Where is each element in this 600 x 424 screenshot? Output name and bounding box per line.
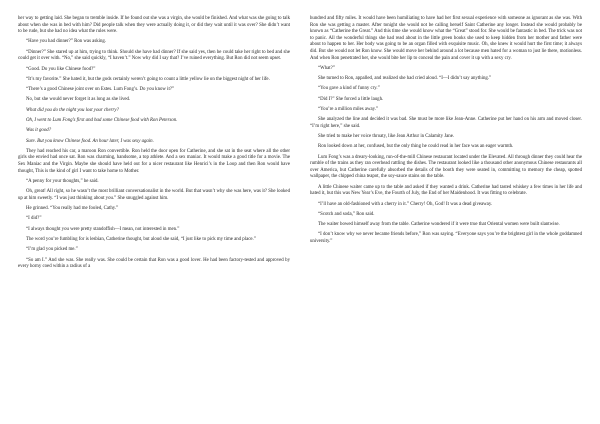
paragraph: She tried to make her voice throaty, like Jean Arthur in Calamity Jane. bbox=[318, 134, 455, 140]
paragraph: “I’ll have an old-fashioned with a cherry in it.” Cherry! Oh, God! It was a dead giveaway. bbox=[318, 201, 493, 207]
paragraph: The word you’re fumbling for is lesbian, Catherine thought, but aloud she said, “I just like to pick my time and place.” bbox=[26, 236, 256, 242]
paragraph: Was it good? bbox=[26, 128, 52, 134]
paragraph: He grinned. “You really had me fooled, Cathy.” bbox=[26, 206, 119, 212]
paragraph: Oh, great! All right, so he wasn’t the most brilliant conversationalist in the world. But that wasn’t why she was here, was it? She looked up at him sweetly. “I was just thinking about you.” She snuggled against him. bbox=[18, 189, 290, 201]
paragraph: “What?” bbox=[318, 65, 335, 71]
paragraph: “Have you had dinner?” Ron was asking. bbox=[26, 39, 107, 45]
paragraph: “Dinner?” She stared up at him, trying to think. Should she have had dinner? If she said yes, then he could take her right to bed and she could get it over with. “No,” she said quickly, “I haven’t.” Now why did I say that? I’ve ruined everything. But Ron did not seem upset. bbox=[18, 49, 290, 62]
paragraph: “So am I.” And she was. She really was. She could be certain that Ron was a good lover. He had been factory-tested and approved by every horny coed within a radius of a bbox=[18, 257, 290, 270]
paragraph: “I did?” bbox=[26, 216, 42, 222]
left-column bbox=[18, 16, 290, 274]
paragraph: “A penny for your thoughts,” he said. bbox=[26, 178, 99, 184]
paragraph: “Scotch and soda,” Ron said. bbox=[318, 211, 375, 217]
paragraph: What did you do the night you lost your cherry? bbox=[26, 107, 119, 113]
paragraph: “Did I?” She forced a little laugh. bbox=[318, 96, 384, 102]
paragraph: Oh, I went to Lum Fong’s first and had some Chinese food with Ron Peterson. bbox=[26, 118, 178, 124]
paragraph: “I always thought you were pretty standoffish—I mean, not interested in men.” bbox=[26, 226, 180, 232]
paragraph: “I don’t know why we never became friends before,” Ron was saying. “Everyone says you’re the brightest girl in the whole goddamned university.” bbox=[310, 232, 582, 245]
paragraph: No, but she would never forget it as long as she lived. bbox=[26, 97, 131, 103]
paragraph: “You gave a kind of funny cry.” bbox=[318, 86, 380, 92]
paragraph: her way to getting laid. She began to tremble inside. If he found out she was a virgin, she would be finished. And what was she going to talk about when she was in bed with him? Did people talk when they were actually doing it, or did they wait until it was over? She didn’t want to be rude, but she had no idea what the rules were. bbox=[18, 16, 290, 35]
paragraph: Ron looked down at her, confused, but the only thing he could read in her face was an eager warmth. bbox=[318, 144, 514, 150]
paragraph: “I’m glad you picked me.” bbox=[26, 247, 78, 253]
right-column bbox=[310, 16, 582, 249]
paragraph: “There’s a good Chinese joint over on Estes. Lum Fong’s. Do you know it?” bbox=[26, 87, 175, 93]
paragraph: She analyzed the line and decided it was bad. She must be more like Jean-Anne. Catherine put her hand on his arm and moved closer. “I’m right here,” she said. bbox=[310, 117, 582, 129]
paragraph: Lum Fong’s was a dreary-looking, run-of-the-mill Chinese restaurant located under the Elevated. All through dinner they could hear the rumble of the trains as they ran overhead rattling the dishes. The restaurant looked like a thousand other anonymous Chinese restaurants all over America, but Catherine carefully absorbed the details of the booth they were seated in, committing to memory the cheap, spotted wallpaper, the chipped china teapot, the soy-sauce stains on the table. bbox=[310, 154, 582, 180]
paragraph: The waiter bowed himself away from the table. Catherine wondered if it were true that Oriental women were built slantwise. bbox=[318, 222, 560, 228]
paragraph: A little Chinese waiter came up to the table and asked if they wanted a drink. Catherine had tasted whiskey a few times in her life and hated it, but this was New Year’s Eve, the Fourth of July, the End of her Maidenhood. It was fitting to celebrate. bbox=[310, 184, 582, 197]
paragraph: Sure. But you know Chinese food. An hour later, I was sexy again. bbox=[26, 138, 154, 144]
paragraph: “You’re a million miles away.” bbox=[318, 106, 379, 112]
paragraph: “It’s my favorite.” She hated it, but the gods certainly weren’t going to count a little yellow lie on the biggest night of her life. bbox=[26, 76, 270, 82]
paragraph: She turned to Ron, appalled, and realized she had cried aloud. “I—I didn’t say anything.” bbox=[318, 76, 492, 82]
paragraph: They had reached his car, a maroon Ron convertible. Ron held the door open for Catherine, and she sat in the seat where all the other girls she envied had once sat. Ron was charming, handsome, a top athlete. And a sex maniac. It would make a good title for a movie. The Sex Maniac and the Virgin. Maybe she should have held out for a nicer restaurant like Henrici’s in the Loop and then Ron would have thought, This is the kind of girl I want to take home to Mother. bbox=[18, 148, 290, 174]
paragraph: hundred and fifty miles. It would have been humiliating to have had her first sexual experience with someone as ignorant as she was. With Ron she was getting a master. After tonight she would not be calling herself Saint Catherine any longer. Instead she would probably be known as “Catherine the Great.” And this time she would know what the “Great” stood for. She would be fantastic in bed. The trick was not to panic. All the wonderful things she had read about in the little green books she used to keep hidden from her mother and father were about to happen to her. Her body was going to be an organ filled with exquisite music. Oh, she knew it would hurt the first time; it always did. But she would not let Ron know. She would move her behind around a lot because men hated for a woman to just lie there, motionless. And when Ron penetrated her, she would bite her lip to conceal the pain and cover it up with a sexy cry. bbox=[310, 16, 582, 61]
paragraph: “Good. Do you like Chinese food?” bbox=[26, 66, 96, 72]
